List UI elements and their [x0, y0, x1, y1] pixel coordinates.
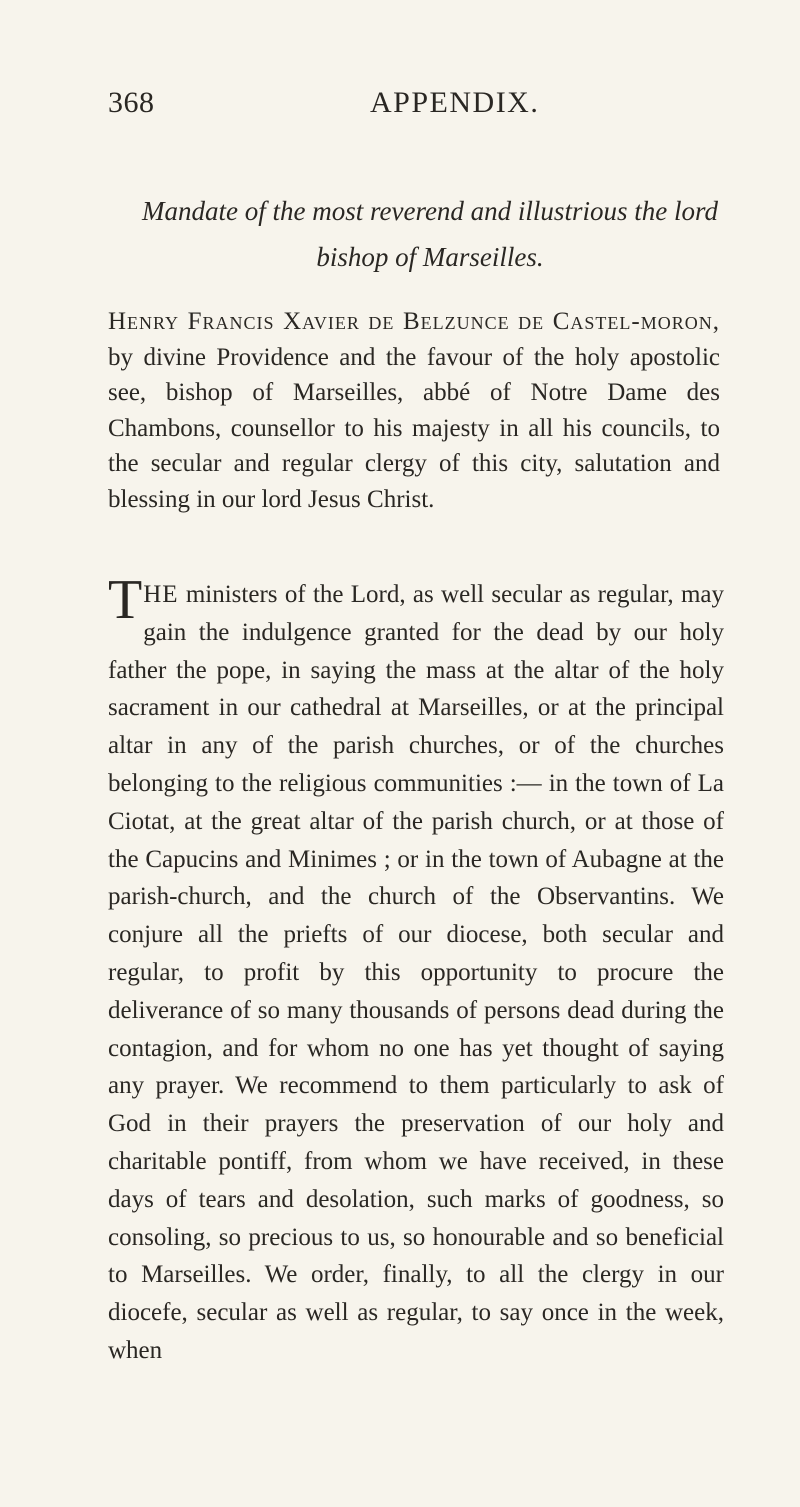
drop-cap: T	[108, 569, 143, 631]
mandate-body	[108, 569, 724, 1370]
body-paragraph: ministers of the Lord, as well secular as regular, may gain the indulgence granted for the dead by our holy father the pope, in saying the mass at the altar of the holy sacrament in our cathedral at Marseilles, or at the principal altar in any of the parish churches, or of the churches belonging to the religious communities :— in the town of La Ciotat, at the great altar of the parish church, or at those of the Capucins and Minimes ; or in the town of Aubagne at the parish-church, and the church of the Observantins. We conjure all the priefts of our diocese, both secular and regular, to profit by this opportunity to procure the deliverance of so many thousands of persons dead during the contagion, and for whom no one has yet thought of saying any prayer. We recommend to them particularly to ask of God in their prayers the preservation of our holy and charitable pontiff, from whom we have received, in these days of tears and desolation, such marks of goodness, so consoling, so precious to us, so honourable and so beneficial to Marseilles. We order, finally, to all the clergy in our diocefe, secular as well as regular, to say once in the week, when	[108, 581, 724, 1364]
opening-caps: HE	[143, 581, 179, 608]
running-head: APPENDIX.	[370, 86, 540, 119]
page-header	[108, 86, 728, 126]
page-number: 368	[108, 86, 155, 119]
salutation-paragraph	[108, 304, 720, 518]
mandate-title: Mandate of the most reverend and illustrious the lord bishop of Marseilles.	[142, 196, 718, 272]
bishop-name: Henry Francis Xavier de Belzunce de Castel-moron,	[108, 308, 720, 335]
salutation-text: by divine Providence and the favour of the holy apostolic see, bishop of Marseilles, abbé of Notre Dame des Chambons, counsellor to his majesty in all his councils, to the secular and regular clergy of this city, salutation and blessing in our lord Jesus Christ.	[108, 343, 720, 513]
